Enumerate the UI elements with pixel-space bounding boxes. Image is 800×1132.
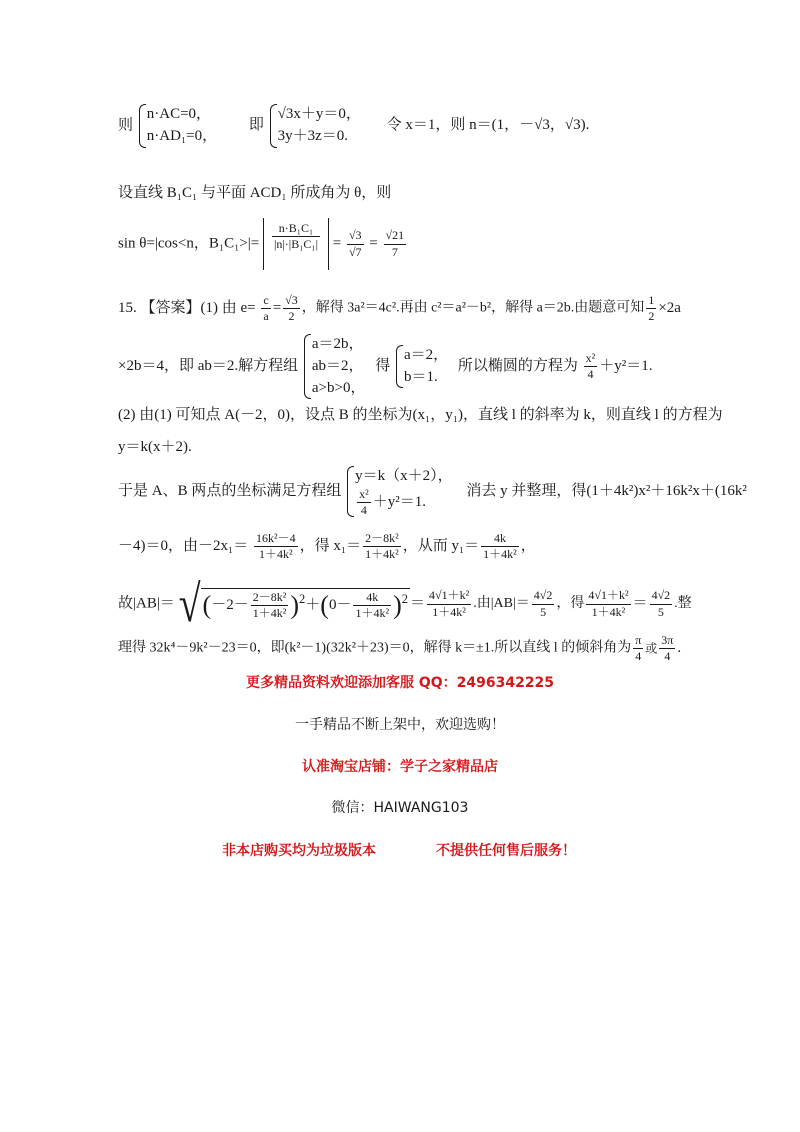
system-row: n·AC=0， (146, 106, 212, 122)
ad-warning-2: 不提供任何售后服务！ (436, 843, 576, 859)
fraction-numerator: √3 (347, 229, 364, 244)
system-row (355, 488, 453, 517)
equation-system-2 (268, 104, 361, 148)
system-row: b＝1. (403, 368, 438, 385)
fraction-denominator: 1＋4k² (432, 604, 466, 619)
fraction-numerator: n·B₁C₁ (272, 222, 320, 237)
fraction (251, 591, 289, 620)
fraction-denominator: 2 (648, 309, 655, 324)
fraction-numerator: x² (357, 488, 371, 503)
fraction (384, 229, 407, 258)
fraction-denominator: 1＋4k² (258, 547, 293, 562)
sqrt-sign: √ (178, 574, 201, 633)
fraction-numerator: 2－8k² (363, 532, 401, 547)
ad-wechat: 微信：HAIWANG103 (331, 800, 469, 816)
fraction-denominator: 1＋4k² (252, 606, 287, 620)
ad-new-products: 一手精品不断上架中，欢迎选购！ (295, 717, 505, 733)
fraction-numerator: 4k (481, 532, 519, 547)
ad-shop: 认准淘宝店铺：学子之家精品店 (302, 759, 498, 775)
equation-system-3 (302, 334, 366, 399)
text: ＋y²＝1. (372, 493, 426, 510)
system-row: a>b>0， (311, 379, 366, 396)
fraction-numerator: x² (584, 352, 598, 367)
fraction (633, 634, 643, 663)
text: ×2a (658, 300, 681, 317)
text: (2) 由(1) 可知点 A(－2，0)，设点 B 的坐标为(x₁，y₁)，直线 l 的斜率为 k，则直线 l 的方程为 (118, 407, 723, 423)
equation-system-4 (394, 345, 448, 389)
text-sin-theta: sin θ=|cos<n，B₁C₁>|= (118, 235, 260, 252)
fraction-denominator: 2 (288, 309, 295, 324)
fraction (650, 589, 673, 618)
text: .整 (674, 596, 692, 611)
fraction (646, 294, 656, 323)
fraction-numerator: √3 (283, 294, 300, 309)
fraction-denominator: 1＋4k² (591, 604, 626, 619)
fraction-numerator: 1 (646, 294, 656, 309)
fraction-numerator: 4√2 (650, 589, 673, 604)
fraction-denominator: 1＋4k² (355, 606, 390, 620)
text: ＋y²＝1. (599, 358, 653, 375)
ad-qq: 更多精品资料欢迎添加客服 QQ：2496342225 (245, 675, 555, 691)
fraction (261, 294, 270, 323)
text-then: 则 (118, 117, 134, 134)
fraction-denominator: 5 (540, 604, 547, 619)
fraction-denominator: 4 (664, 649, 671, 664)
text-let-x: 令 x＝1，则 n＝(1，－√3，√3). (386, 117, 590, 134)
text: 于是 A、B 两点的坐标满足方程组 (118, 483, 342, 500)
solution-line-sin: sin θ=|cos<n，B₁C₁>|= $\frac{\text{n·B₁C₁}}{\text{|n|·|B₁C₁|}}$ = $\frac{√3}{√7}$ = $\frac{√21}{7}$ (118, 218, 408, 270)
system-row: ab＝2， (311, 357, 364, 374)
text: 故|AB|＝ (118, 595, 175, 612)
text: ＝ (410, 595, 426, 612)
fraction-denominator: a (263, 309, 269, 324)
fraction (347, 229, 364, 258)
text: 消去 y 并整理，得(1＋4k²)x²＋16k²x＋(16k² (466, 483, 747, 500)
part-2-line-6 (118, 634, 681, 663)
ad-warning-1: 非本店购买均为垃圾版本 (222, 843, 376, 859)
part-2-line-5: 故|AB|＝ √(－2－ $\frac{\text{2－8k²}}{\text{1＋4k²}}$ )$^2$＋(0－ $\frac{4k}{\text{1＋4k²}}$ )$^2$ ＝ $\frac{\text{4√1＋k²}}{\text{1＋4k²}}$ .由|AB|＝ $\frac{4√2}{5}$ ，得 $\frac{\text{4√1＋k²}}{\text{1＋4k²}}$ ＝ $\frac{4√2}{5}$ .整 (118, 574, 692, 633)
fraction-denominator: 5 (657, 604, 664, 619)
fraction (532, 589, 555, 618)
text: 或 (645, 641, 658, 656)
fraction (586, 589, 630, 618)
fraction-denominator: 4 (587, 367, 594, 382)
text: 所以椭圆的方程为 (457, 358, 578, 375)
text: ×2b＝4，即 ab＝2.解方程组 (118, 358, 299, 375)
fraction (481, 532, 519, 561)
fraction (659, 634, 675, 663)
fraction (254, 532, 298, 561)
sqrt-body: (－2－ $\frac{\text{2－8k²}}{\text{1＋4k²}}$ )$^2$＋(0－ $\frac{4k}{\text{1＋4k²}}$ )$^2$ (202, 589, 408, 620)
solution-line-normal-vector (118, 104, 589, 148)
fraction (584, 352, 598, 381)
part-2-line-4 (118, 532, 536, 561)
text: －2－ (211, 597, 249, 613)
fraction-numerator: 3π (659, 634, 675, 649)
text: 0－ (328, 597, 352, 613)
fraction (363, 532, 401, 561)
answer-15-line-1: 15. 【答案】(1) 由 e= $\frac{c}{a}$ = $\frac{√3}{2}$ ，解得 3a²＝4c².再由 c²＝a²－b²，解得 a＝2b.由题意可知 $\frac{1}{2}$ ×2a (118, 293, 681, 324)
fraction-numerator: 16k²－4 (254, 532, 298, 547)
text: .由|AB|＝ (473, 596, 530, 611)
text: ，从而 y₁＝ (402, 538, 480, 555)
system-row: a＝2b， (311, 336, 364, 352)
fraction (427, 589, 471, 618)
fraction-denominator: 4 (360, 502, 367, 517)
part-2-line-2 (118, 440, 192, 455)
text-ji: 即 (248, 117, 264, 134)
fraction (357, 488, 371, 517)
system-row: y＝k（x＋2）， (355, 468, 453, 484)
solution-line-angle (118, 186, 391, 201)
text: 15. 【答案】(1) 由 e= (118, 300, 256, 317)
fraction-denominator: 7 (391, 244, 398, 259)
fraction-numerator: 4√2 (532, 589, 555, 604)
text: ，解得 3a²＝4c².再由 c²＝a²－b²，解得 a＝2b.由题意可知 (301, 300, 645, 316)
fraction-numerator: c (261, 294, 270, 309)
fraction-numerator: √21 (384, 229, 407, 244)
fraction-numerator: 2－8k² (251, 591, 289, 606)
fraction-numerator: 4√1＋k² (586, 589, 630, 604)
fraction-denominator: √7 (348, 244, 362, 259)
text: y＝k(x＋2). (118, 439, 192, 455)
text: ，得 x₁＝ (299, 538, 362, 555)
text-angle-def: 设直线 B₁C₁ 与平面 ACD₁ 所成角为 θ，则 (118, 185, 392, 201)
fraction (353, 591, 391, 620)
text: ，得 (556, 596, 585, 611)
abs-fraction (263, 218, 329, 270)
fraction-denominator: |n|·|B₁C₁| (274, 237, 318, 252)
fraction-numerator: 4√1＋k² (427, 589, 471, 604)
answer-15-line-2 (118, 334, 653, 399)
text: 理得 32k⁴－9k²－23＝0，即(k²－1)(32k²＋23)＝0，解得 k＝±1.所以直线 l 的倾斜角为 (118, 640, 632, 656)
text: ， (520, 538, 536, 555)
text: 得 (375, 358, 391, 375)
fraction-numerator: 4k (353, 591, 391, 606)
fraction-denominator: 1＋4k² (483, 547, 517, 562)
equation-system-1 (137, 104, 217, 148)
system-row: √3x＋y＝0， (277, 106, 361, 122)
fraction (272, 222, 320, 251)
system-row: a＝2， (403, 346, 449, 363)
text: . (677, 640, 682, 657)
text: －4)＝0，由－2x₁＝ (118, 538, 249, 555)
system-row: 3y＋3z＝0. (277, 127, 349, 144)
fraction (283, 294, 300, 323)
equation-system-5 (345, 466, 453, 517)
part-2-line-3 (118, 466, 747, 517)
system-row: n·AD₁=0， (146, 127, 218, 144)
fraction-numerator: π (633, 634, 643, 649)
part-2-line-1 (118, 408, 723, 423)
fraction-denominator: 4 (635, 649, 642, 664)
fraction-denominator: 1＋4k² (365, 547, 399, 562)
